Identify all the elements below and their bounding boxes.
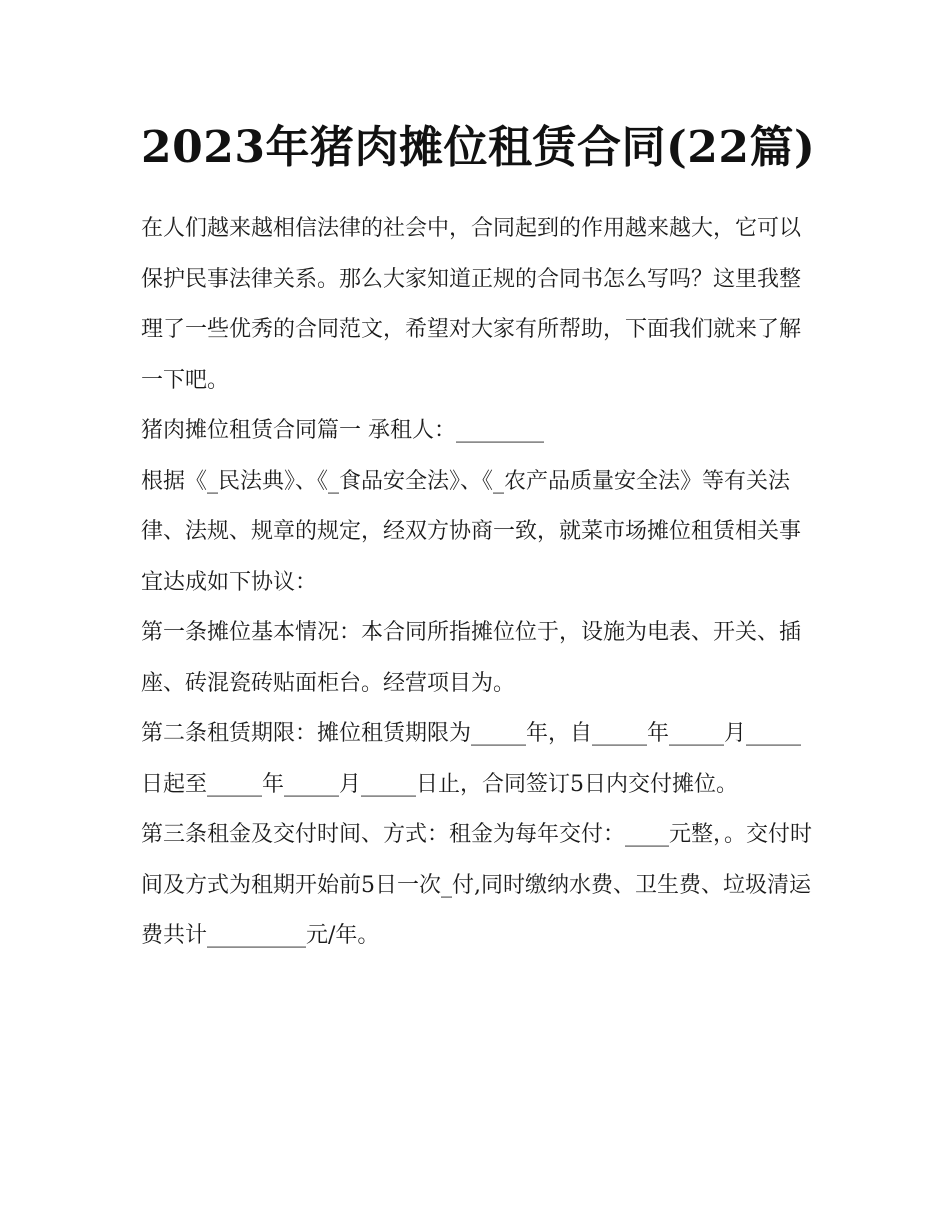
- article-2-paragraph: 第二条租赁期限：摊位租赁期限为_____年，自_____年_____月_____日起至_____年_____月_____日止，合同签订5日内交付摊位。: [141, 721, 802, 797]
- document-body: [141, 110, 821, 962]
- section-heading-lessee: 猪肉摊位租赁合同篇一 承租人：________: [141, 418, 544, 443]
- legal-basis-paragraph: 根据《_民法典》、《_食品安全法》、《_农产品质量安全法》等有关法律、法规、规章的规定，经双方协商一致，就菜市场摊位租赁相关事宜达成如下协议：: [141, 468, 802, 595]
- article-3-paragraph: 第三条租金及交付时间、方式：租金为每年交付：____元整，。交付时间及方式为租期开始前5日一次_付,同时缴纳水费、卫生费、垃圾清运费共计_________元/年。: [141, 822, 813, 948]
- intro-paragraph: 在人们越来越相信法律的社会中，合同起到的作用越来越大，它可以保护民事法律关系。那么大家知道正规的合同书怎么写吗？这里我整理了一些优秀的合同范文，希望对大家有所帮助，下面我们就来了解一下吧。: [141, 216, 802, 393]
- article-1-paragraph: 第一条摊位基本情况：本合同所指摊位位于，设施为电表、开关、插座、砖混瓷砖贴面柜台。经营项目为。: [141, 620, 802, 696]
- document-title: 2023年猪肉摊位租赁合同(22篇): [141, 122, 816, 173]
